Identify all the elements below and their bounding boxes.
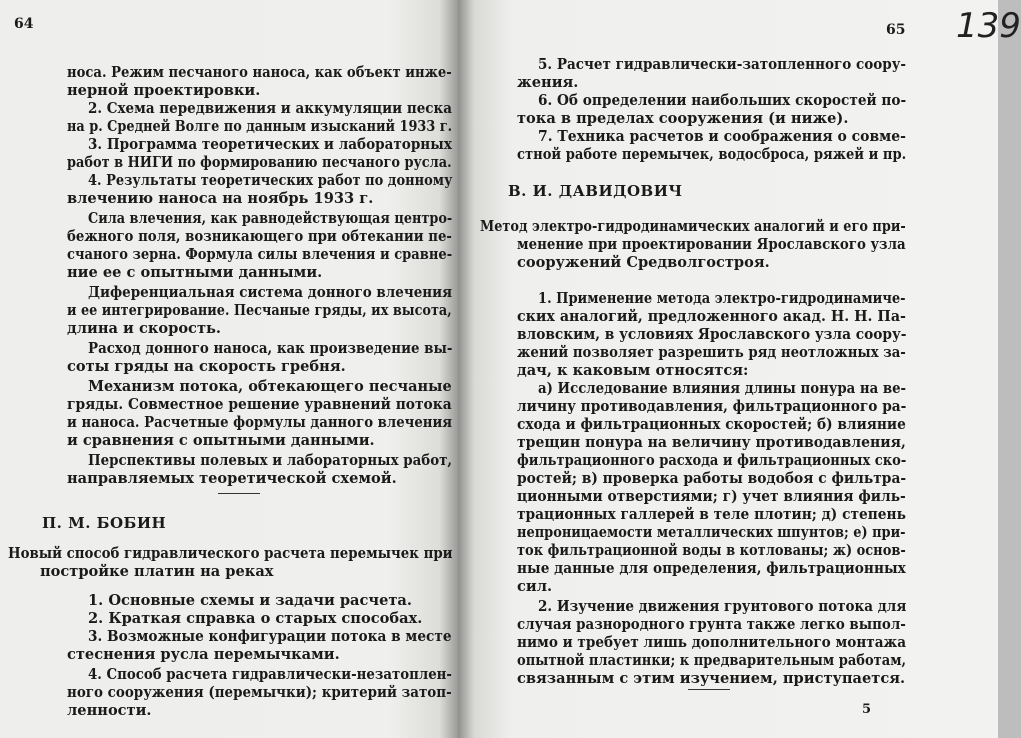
text-line: гряды. Совместное решение уравнений потока	[67, 396, 452, 413]
text-line: направляемых теоретической схемой.	[67, 470, 397, 487]
text-line: жения.	[517, 74, 579, 91]
text-line: Перспективы полевых и лабораторных работ,	[88, 452, 453, 469]
text-line: стеснения русла перемычками.	[67, 646, 340, 663]
text-line: 3. Возможные конфигурации потока в месте	[88, 628, 452, 645]
text-line: 2. Схема передвижения и аккумуляции песка	[88, 100, 452, 117]
text-line: 6. Об определении наибольших скоростей по-	[538, 92, 907, 109]
section-divider	[688, 689, 730, 690]
text-line: на р. Средней Волге по данным изысканий 1933 г.	[67, 118, 453, 135]
text-line: соты гряды на скорость гребня.	[67, 358, 346, 375]
text-line: жений позволяет разрешить ряд неотложных за-	[517, 344, 906, 361]
text-line: носа. Режим песчаного наноса, как объект инже-	[67, 64, 452, 81]
text-line: 5. Расчет гидравлически-затопленного соору-	[538, 56, 907, 73]
article-title: Новый способ гидравлического расчета перемычек при	[8, 545, 453, 562]
text-line: длина и скорость.	[67, 320, 221, 337]
article-title: постройке платин на реках	[40, 563, 274, 580]
text-line: трещин понура на величину противодавления,	[517, 434, 906, 451]
text-line: случая разнородного грунта также легко выпол-	[517, 616, 906, 633]
text-line: 4. Результаты теоретических работ по донному	[88, 172, 453, 189]
text-line: 2. Изучение движения грунтового потока для	[538, 598, 907, 615]
text-line: ного сооружения (перемычки); критерий затоп-	[67, 684, 452, 701]
text-line: вловским, в условиях Ярославского узла соору-	[517, 326, 907, 343]
text-line: сил.	[517, 578, 553, 595]
text-line: ционными отверстиями; г) учет влияния филь-	[517, 488, 906, 505]
text-line: нерной проектировки.	[67, 82, 261, 99]
article-title: сооружений Средволгостроя.	[517, 254, 770, 271]
text-line: опытной пластинки; к предварительным работам,	[517, 652, 907, 669]
text-line: 1. Применение метода электро-гидродинамиче-	[538, 290, 906, 307]
text-line: Сила влечения, как равнодействующая центро-	[88, 210, 453, 227]
author-heading: П. М. БОБИН	[42, 514, 167, 532]
text-line: ные данные для определения, фильтрационных	[517, 560, 906, 577]
text-line: стной работе перемычек, водосброса, ряжей и пр.	[517, 146, 907, 163]
text-line: ских аналогий, предложенного акад. Н. Н. Па-	[517, 308, 906, 325]
text-line: а) Исследование влияния длины понура на ве-	[538, 380, 907, 397]
text-line: и ее интегрирование. Песчаные гряды, их высота,	[67, 302, 452, 319]
text-line: 4. Способ расчета гидравлически-незатоплен-	[88, 666, 452, 683]
text-line: тока в пределах сооружения (и ниже).	[517, 110, 849, 127]
text-line: влечению наноса на ноябрь 1933 г.	[67, 190, 374, 207]
text-line: ток фильтрационной воды в котлованы; ж) основ-	[517, 542, 906, 559]
text-line: связанным с этим изучением, приступается.	[517, 670, 906, 687]
sheet-number: 5	[862, 702, 872, 717]
text-line: 3. Программа теоретических и лабораторных	[88, 136, 452, 153]
text-line: нимо и требует лишь дополнительного монтажа	[517, 634, 907, 651]
handwritten-archive-mark: 139	[956, 6, 1021, 46]
text-line: дач, к каковым относятся:	[517, 362, 749, 379]
right-page-number: 65	[886, 22, 906, 38]
text-line: 7. Техника расчетов и соображения о совме-	[538, 128, 906, 145]
text-line: 1. Основные схемы и задачи расчета.	[88, 592, 412, 609]
text-line: и наноса. Расчетные формулы данного влечения	[67, 414, 453, 431]
text-line: схода и фильтрационных скоростей; б) влияние	[517, 416, 906, 433]
text-line: личину противодавления, фильтрационного ра-	[517, 398, 907, 415]
text-line: фильтрационного расхода и фильтрационных ско-	[517, 452, 907, 469]
text-line: счаного зерна. Формула силы влечения и сравне-	[67, 246, 453, 263]
text-line: ние ее с опытными данными.	[67, 264, 323, 281]
text-line: работ в НИГИ по формированию песчаного русла.	[67, 154, 452, 171]
article-title: Метод электро-гидродинамических аналогий и его при-	[480, 218, 906, 235]
left-page-number: 64	[14, 16, 34, 32]
text-line: ростей; в) проверка работы водобоя с фильтра-	[517, 470, 907, 487]
text-line: непроницаемости металлических шпунтов; е) при-	[517, 524, 906, 541]
left-page	[0, 0, 458, 738]
text-line: бежного поля, возникающего при обтекании пе-	[67, 228, 452, 245]
text-line: трационных галлерей в теле плотин; д) степень	[517, 506, 906, 523]
right-page	[458, 0, 1021, 738]
text-line: 2. Краткая справка о старых способах.	[88, 610, 423, 627]
text-line: ленности.	[67, 702, 152, 719]
text-line: Диференциальная система донного влечения	[88, 284, 453, 301]
text-line: Расход донного наноса, как произведение вы-	[88, 340, 453, 357]
author-heading: В. И. ДАВИДОВИЧ	[508, 182, 683, 200]
section-divider	[218, 493, 260, 494]
text-line: Механизм потока, обтекающего песчаные	[88, 378, 452, 395]
article-title: менение при проектировании Ярославского узла	[517, 236, 906, 253]
text-line: и сравнения с опытными данными.	[67, 432, 375, 449]
